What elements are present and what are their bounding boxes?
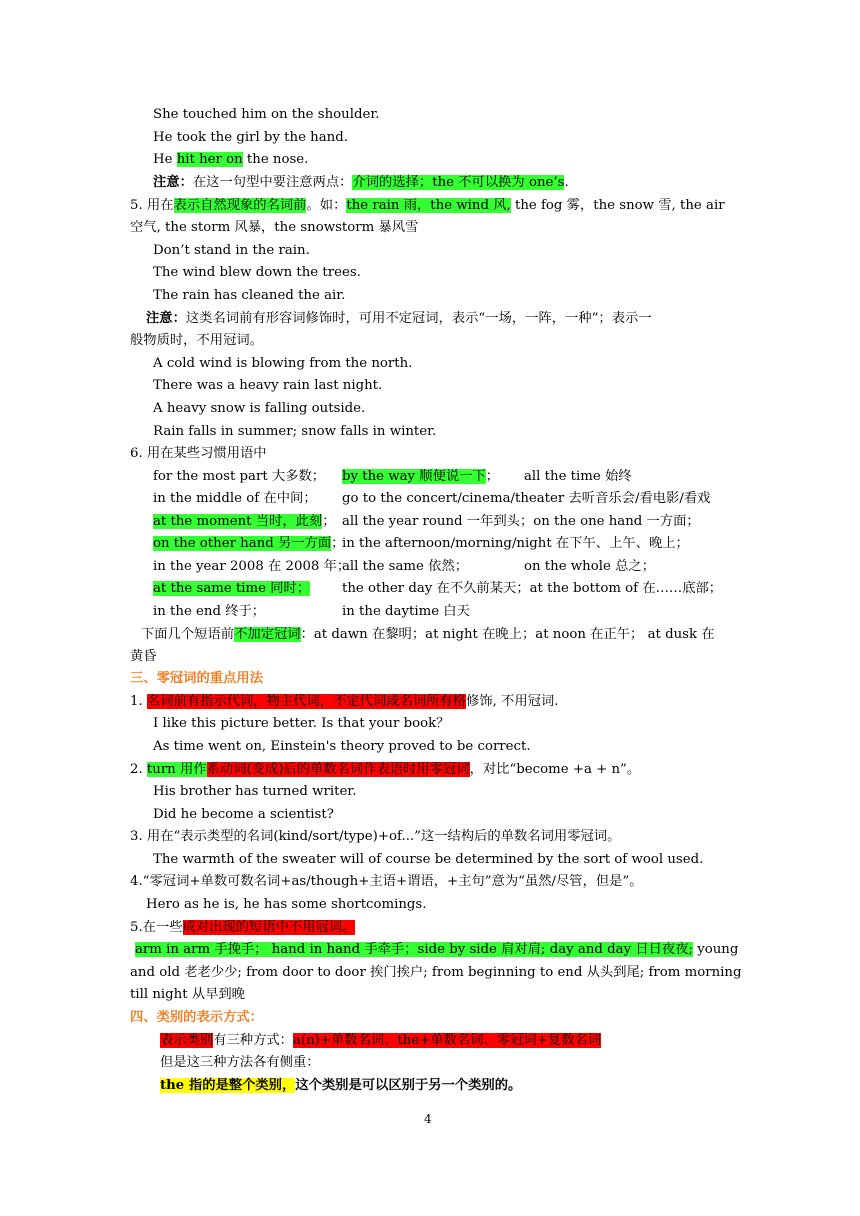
section-heading: 四、类别的表示方式：	[130, 1010, 263, 1025]
example-line: There was a heavy rain last night.	[153, 378, 383, 393]
rule-6-note-cont: 黄昏	[130, 649, 157, 664]
note-label: 注意：	[153, 175, 193, 190]
category-line: 但是这三种方法各有侧重：	[160, 1055, 320, 1070]
text-run: ；	[485, 469, 500, 484]
text-run: 5. 用在	[130, 198, 174, 213]
highlight-red: 成对出现的短语中不用冠词。	[182, 920, 356, 935]
example-line: The warmth of the sweater will of course be determined by the sort of wool used.	[153, 852, 704, 867]
page-number: 4	[424, 1112, 432, 1126]
zero-rule-4: 4.“零冠词+单数可数名词+as/though+主语+谓语，+主句”意为“虽然/尽管，但是”。	[130, 874, 643, 889]
idiom: in the daytime 白天	[342, 604, 470, 619]
highlight-green: on the other hand 另一方面	[153, 536, 332, 551]
text-run: He	[153, 152, 177, 167]
idiom	[153, 513, 336, 531]
highlight-red: 系动词(变成)后的单数名词作表语时用零冠词	[206, 762, 470, 777]
idiom: all the time 始终	[524, 469, 632, 484]
rule-5-cont: 空气, the storm 风暴，the snowstorm 暴风雪	[130, 220, 419, 235]
idiom	[342, 468, 499, 486]
example-line: Hero as he is, he has some shortcomings.	[146, 897, 427, 912]
text-run: 这类名词前有形容词修饰时，可用不定冠词，表示“一场，一阵，一种”；表示一	[185, 311, 652, 326]
category-line	[160, 1032, 601, 1050]
text-run: 5.在一些	[130, 920, 183, 935]
zero-rule-3: 3. 用在“表示类型的名词(kind/sort/type)+of...”这一结构后的单数名词用零冠词。	[130, 829, 621, 844]
example-line: His brother has turned writer.	[153, 784, 357, 799]
text-run: .	[564, 175, 569, 190]
text-run: the nose.	[242, 152, 309, 167]
example-line	[153, 151, 308, 169]
note-cont: 般物质时，不用冠词。	[130, 333, 263, 348]
idiom	[153, 535, 344, 553]
text-run: ；	[322, 514, 336, 529]
highlight-green: the rain 雨，the wind 风,	[346, 198, 511, 213]
idiom: the other day 在不久前某天；at the bottom of 在……底部；	[342, 581, 723, 596]
rule-5	[130, 197, 725, 215]
highlight-red: 名词前有指示代词，物主代词，不定代词或名词所有格	[146, 694, 467, 709]
text-run: 1.	[130, 694, 147, 709]
idiom: in the year 2008 在 2008 年；	[153, 559, 351, 574]
highlight-red: 表示类别	[160, 1033, 214, 1048]
example-line: Did he become a scientist?	[153, 807, 334, 822]
idiom: for the most part 大多数；	[153, 469, 326, 484]
note-label: 注意：	[146, 311, 186, 326]
example-line: The rain has cleaned the air.	[153, 288, 346, 303]
idiom: in the end 终于；	[153, 604, 266, 619]
highlight-green: at the moment 当时，此刻	[153, 514, 323, 529]
example-line: Rain falls in summer; snow falls in winter.	[153, 424, 437, 439]
zero-rule-2	[130, 761, 640, 779]
highlight-green: at the same time 同时；	[153, 581, 311, 596]
highlight-green: hit her on	[176, 152, 243, 167]
text-run: 2.	[130, 762, 147, 777]
rule-6-note	[141, 626, 715, 644]
highlight-green: by the way 顺便说一下	[342, 469, 486, 484]
highlight-green: 表示自然现象的名词前	[173, 198, 307, 213]
idiom: in the afternoon/morning/night 在下午、上午、晚上；	[342, 536, 689, 551]
highlight-green: turn 用作	[146, 762, 207, 777]
section-heading: 三、零冠词的重点用法	[130, 671, 263, 686]
example-line: A heavy snow is falling outside.	[153, 401, 366, 416]
text-run: 修饰, 不用冠词.	[466, 694, 559, 709]
zero-rule-1	[130, 693, 559, 711]
example-line: Don’t stand in the rain.	[153, 243, 310, 258]
idiom: go to the concert/cinema/theater 去听音乐会/看电影/看戏	[342, 491, 711, 506]
idiom: on the whole 总之；	[524, 559, 655, 574]
highlight-green: arm in arm 手挽手； hand in hand 手牵手；side by side 肩对肩; day and day 日日夜夜;	[135, 942, 693, 957]
highlight-green: 不加定冠词	[234, 627, 301, 642]
zero-rule-5	[130, 919, 355, 937]
idiom: all the same 依然；	[342, 559, 469, 574]
example-line: As time went on, Einstein's theory proved to be correct.	[153, 739, 531, 754]
example-line: She touched him on the shoulder.	[153, 107, 380, 122]
highlight-red: a(n)+单数名词、the+单数名词、零冠词+复数名词	[292, 1033, 602, 1048]
category-line	[160, 1077, 521, 1095]
text-run: 在这一句型中要注意两点：	[192, 175, 353, 190]
rule-6: 6. 用在某些习惯用语中	[130, 446, 267, 461]
idiom: in the middle of 在中间；	[153, 491, 317, 506]
text-run: 下面几个短语前	[141, 627, 235, 642]
text-run: 有三种方式：	[213, 1033, 293, 1048]
text-run: the fog 雾，the snow 雪, the air	[510, 198, 725, 213]
text-run: ：at dawn 在黎明；at night 在晚上；at noon 在正午； at dusk 在	[300, 627, 715, 642]
highlight-yellow: the 指的是整个类别，	[160, 1078, 296, 1093]
example-line: I like this picture better. Is that your book？	[153, 716, 450, 731]
idiom: all the year round 一年到头；on the one hand 一方面；	[342, 514, 700, 529]
idiom	[153, 580, 310, 598]
example-line: He took the girl by the hand.	[153, 130, 348, 145]
note-line	[146, 310, 652, 328]
zero-rule-5-list	[135, 941, 738, 959]
note-line	[153, 174, 569, 192]
zero-rule-5-list: and old 老老少少; from door to door 挨门挨户; from beginning to end 从头到尾; from morning	[130, 965, 742, 980]
text-run: ；	[331, 536, 345, 551]
example-line: The wind blew down the trees.	[153, 265, 361, 280]
text-run: 。如：	[306, 198, 347, 213]
text-run: ，对比“become +a + n”。	[469, 762, 641, 777]
text-run: young	[692, 942, 739, 957]
text-run: 这个类别是可以区别于另一个类别的。	[295, 1078, 522, 1093]
highlight-green: 介词的选择；the 不可以换为 one’s	[352, 175, 565, 190]
example-line: A cold wind is blowing from the north.	[153, 356, 413, 371]
zero-rule-5-list: till night 从早到晚	[130, 987, 245, 1002]
